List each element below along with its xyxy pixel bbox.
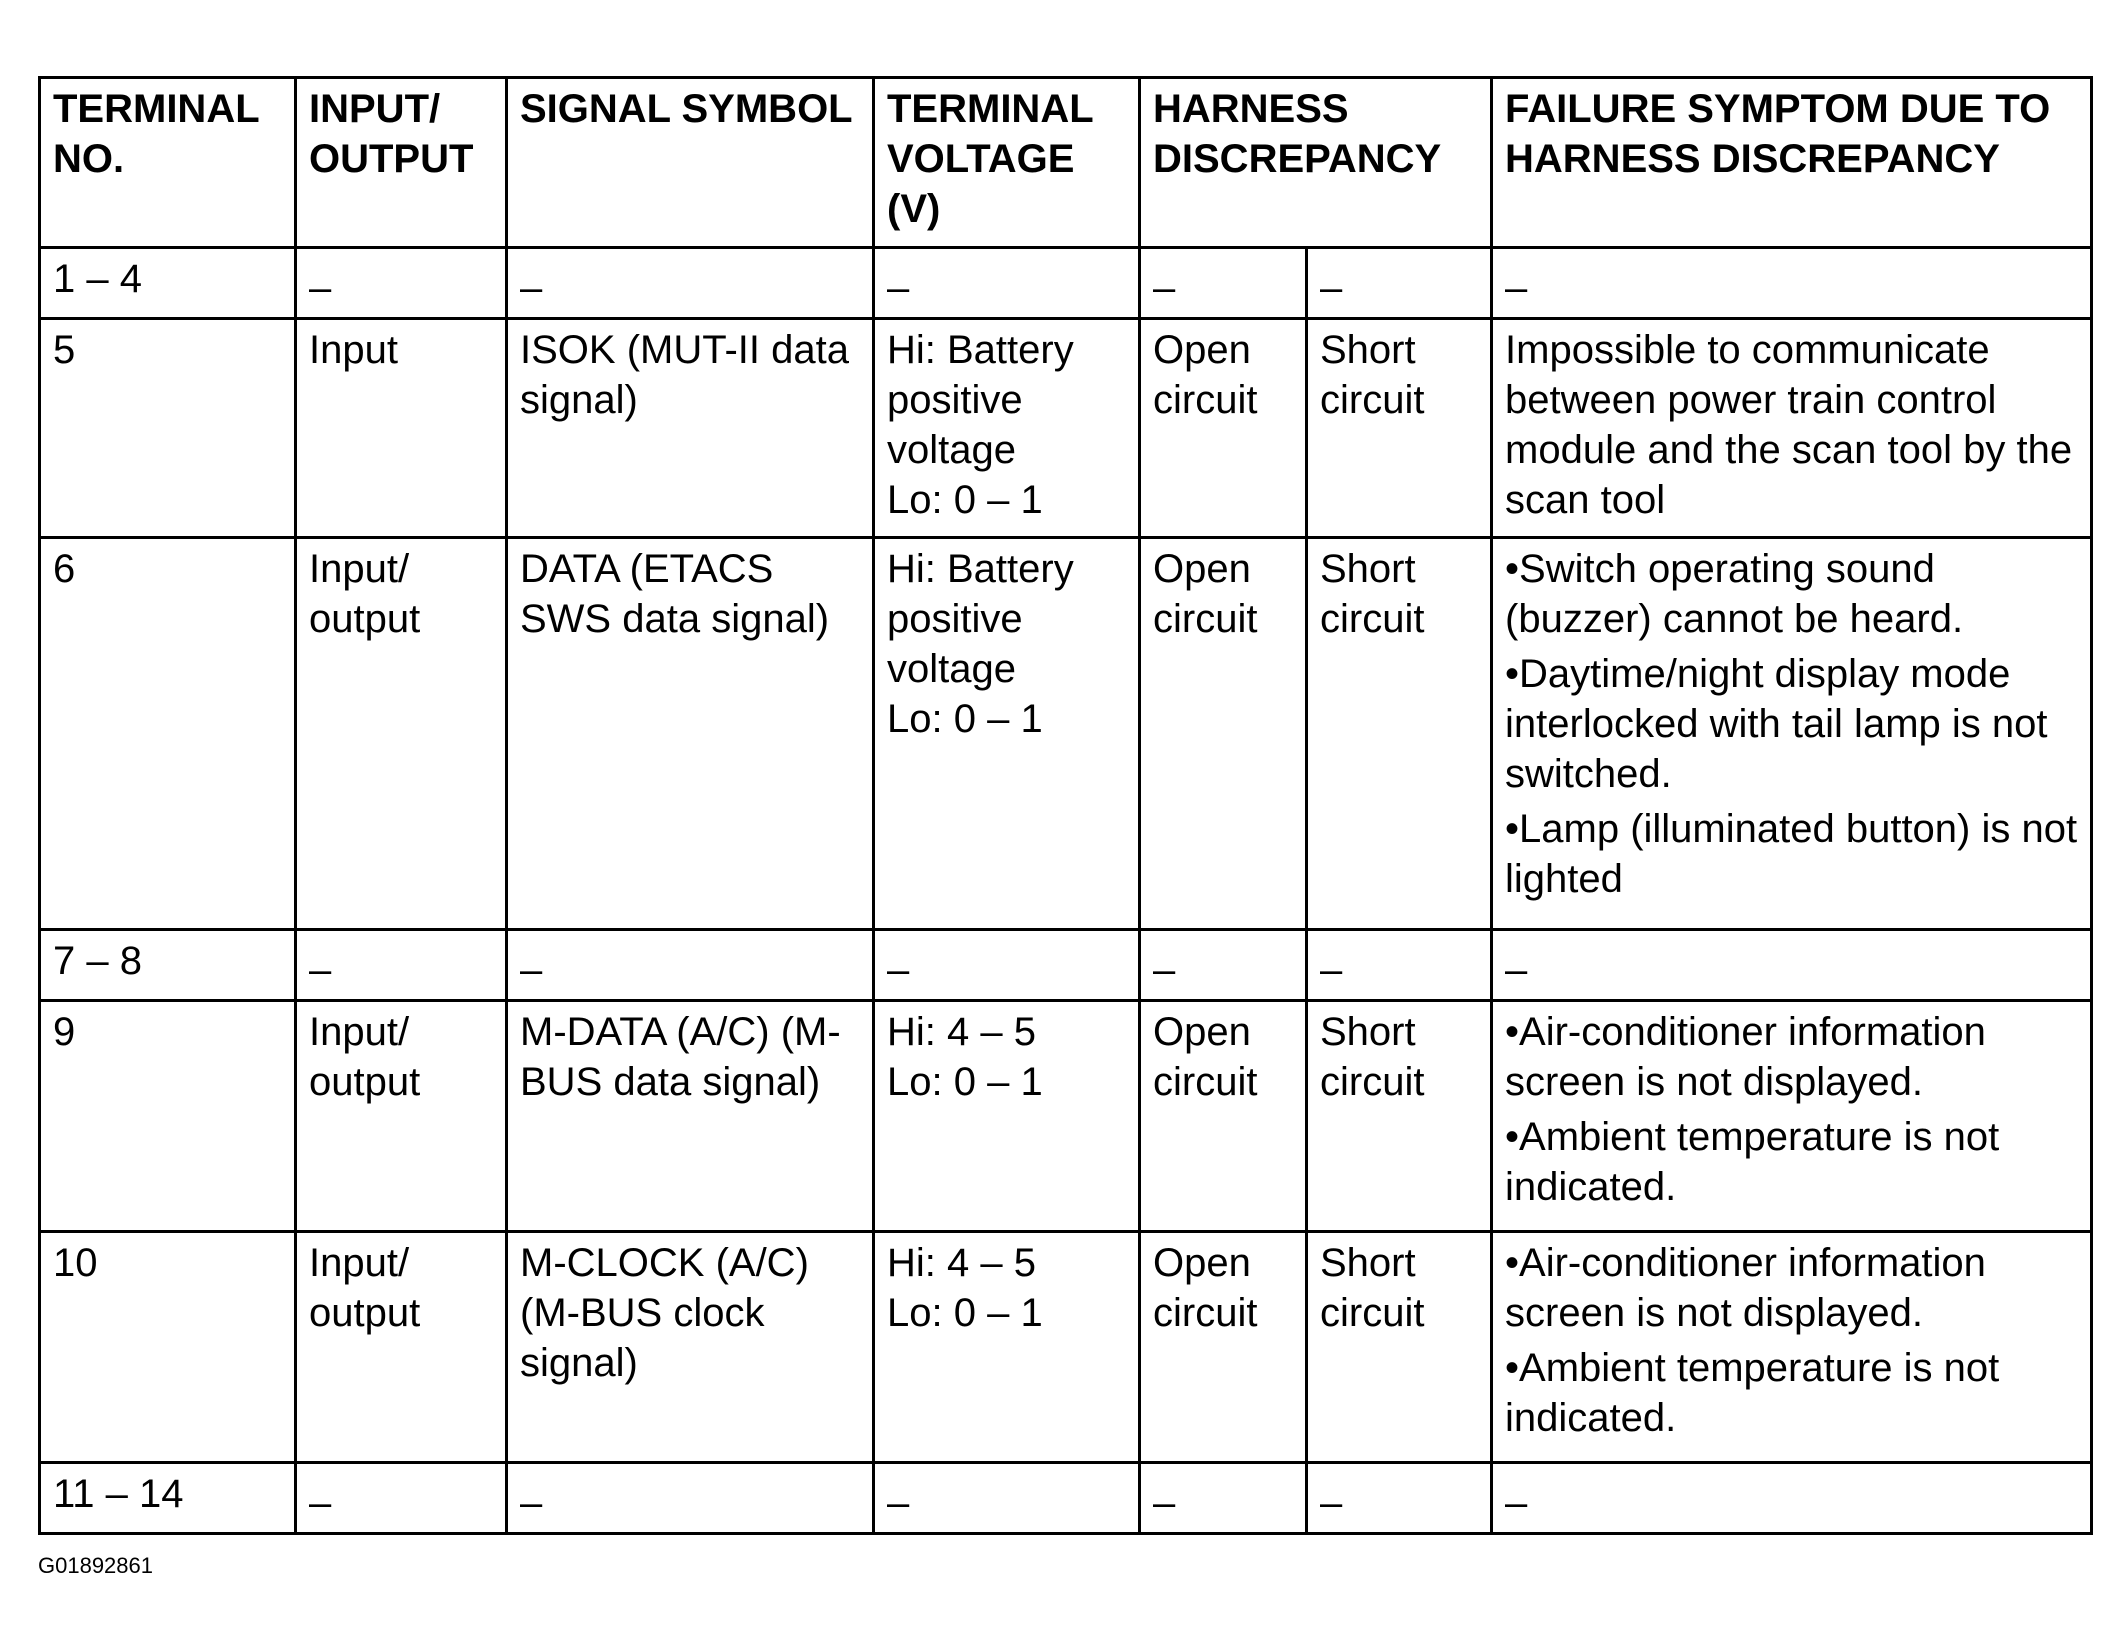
cell-io: – [296,1463,507,1534]
cell-terminal: 1 – 4 [40,248,296,319]
table-row [40,1232,2092,1463]
cell-short: – [1307,248,1492,319]
cell-signal: M-DATA (A/C) (M-BUS data signal) [507,1001,874,1232]
cell-open: – [1140,248,1307,319]
cell-symptom-list [1492,538,2092,930]
cell-symptom: – [1492,248,2092,319]
cell-signal: – [507,1463,874,1534]
cell-symptom: – [1492,930,2092,1001]
symptom-list [1505,544,2078,904]
cell-terminal: 9 [40,1001,296,1232]
cell-voltage: – [874,1463,1140,1534]
cell-voltage: – [874,930,1140,1001]
cell-terminal: 6 [40,538,296,930]
cell-open: – [1140,1463,1307,1534]
table-row [40,930,2092,1001]
cell-io: Input [296,319,507,538]
table-row [40,319,2092,538]
figure-id-label: G01892861 [38,1553,153,1578]
table-row [40,1463,2092,1534]
cell-short: Short circuit [1307,538,1492,930]
cell-open: – [1140,930,1307,1001]
cell-short: Short circuit [1307,1232,1492,1463]
header-terminal-voltage: TERMINAL VOLTAGE (V) [874,78,1140,248]
cell-symptom: Impossible to communicate between power train control module and the scan tool by the scan tool [1492,319,2092,538]
header-failure-symptom: FAILURE SYMPTOM DUE TO HARNESS DISCREPANCY [1492,78,2092,248]
cell-terminal: 7 – 8 [40,930,296,1001]
cell-signal: ISOK (MUT-II data signal) [507,319,874,538]
cell-voltage: Hi: 4 – 5 Lo: 0 – 1 [874,1001,1140,1232]
symptom-item: •Daytime/night display mode interlocked with tail lamp is not switched. [1505,652,2048,796]
table-row [40,1001,2092,1232]
table-row [40,538,2092,930]
terminal-spec-table [38,76,2093,1535]
cell-voltage: – [874,248,1140,319]
cell-io: Input/ output [296,1232,507,1463]
cell-short: Short circuit [1307,319,1492,538]
header-terminal-no: TERMINAL NO. [40,78,296,248]
cell-signal: DATA (ETACS SWS data signal) [507,538,874,930]
cell-symptom-list [1492,1232,2092,1463]
cell-signal: M-CLOCK (A/C) (M-BUS clock signal) [507,1232,874,1463]
cell-short: – [1307,930,1492,1001]
cell-voltage: Hi: Battery positive voltage Lo: 0 – 1 [874,319,1140,538]
cell-symptom: – [1492,1463,2092,1534]
header-input-output: INPUT/ OUTPUT [296,78,507,248]
cell-io: Input/ output [296,538,507,930]
cell-open: Open circuit [1140,1232,1307,1463]
header-harness-discrepancy: HARNESS DISCREPANCY [1140,78,1492,248]
cell-io: Input/ output [296,1001,507,1232]
cell-open: Open circuit [1140,319,1307,538]
symptom-item: •Lamp (illuminated button) is not lighted [1505,807,2078,901]
table-header-row [40,78,2092,248]
cell-open: Open circuit [1140,538,1307,930]
cell-signal: – [507,930,874,1001]
cell-terminal: 11 – 14 [40,1463,296,1534]
cell-symptom-list [1492,1001,2092,1232]
symptom-item: •Air-conditioner information screen is not displayed. [1505,1241,1986,1335]
symptom-item: •Ambient temperature is not indicated. [1505,1115,2000,1209]
cell-open: Open circuit [1140,1001,1307,1232]
cell-short: – [1307,1463,1492,1534]
cell-short: Short circuit [1307,1001,1492,1232]
symptom-item: •Switch operating sound (buzzer) cannot be heard. [1505,547,1964,641]
symptom-item: •Air-conditioner information screen is not displayed. [1505,1010,1986,1104]
cell-io: – [296,248,507,319]
symptom-list [1505,1238,2078,1443]
table-row [40,248,2092,319]
cell-terminal: 5 [40,319,296,538]
cell-io: – [296,930,507,1001]
cell-voltage: Hi: Battery positive voltage Lo: 0 – 1 [874,538,1140,930]
cell-voltage: Hi: 4 – 5 Lo: 0 – 1 [874,1232,1140,1463]
cell-signal: – [507,248,874,319]
symptom-list [1505,1007,2078,1212]
symptom-item: •Ambient temperature is not indicated. [1505,1346,2000,1440]
cell-terminal: 10 [40,1232,296,1463]
header-signal-symbol: SIGNAL SYMBOL [507,78,874,248]
